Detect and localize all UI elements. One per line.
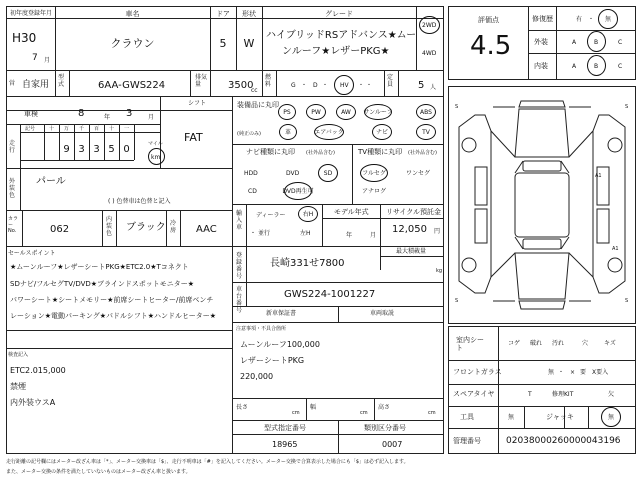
fuel-d: D xyxy=(313,82,318,89)
seat-scorch: コゲ xyxy=(508,340,521,347)
exterior-label: 外装 xyxy=(534,38,548,46)
jack-value: 無 xyxy=(608,414,615,421)
tv-analog: アナログ xyxy=(362,188,387,195)
mileage-label: 走行 xyxy=(9,140,16,154)
mileage-digit: 3 xyxy=(78,144,85,155)
equip-leather: 革 xyxy=(279,124,297,140)
tv-oneseg: ワンセグ xyxy=(406,170,431,177)
nav-sub: (社外品含む) xyxy=(306,150,335,156)
displacement-unit: cc xyxy=(251,87,258,94)
repair-label: 修復歴 xyxy=(532,15,553,23)
spare-kit: 修理KIT xyxy=(552,391,574,398)
mileage-digit: 9 xyxy=(63,144,70,155)
nav-cd: CD xyxy=(248,188,257,195)
unit-5: 一 xyxy=(124,126,130,132)
footer-note-2: また、メーター交換の条件を満たしていないものはメーター改ざん車と扱います。 xyxy=(6,469,191,475)
inspect-notes-line: 禁煙 xyxy=(10,382,26,391)
diagram-side-mark: S xyxy=(625,298,629,304)
inspection-year: 8 xyxy=(78,108,85,119)
reg-use-marker: 営 xyxy=(9,80,16,87)
reg-model: 6AA-GWS224 xyxy=(98,80,166,91)
exterior-c: C xyxy=(618,39,623,46)
car-name-label: 車名 xyxy=(125,10,140,18)
interior-label: 内装 xyxy=(534,62,548,70)
capacity-label: 定員 xyxy=(387,74,394,88)
import-label: 輸入車 xyxy=(236,210,243,231)
sales-line: ★ムーンルーフ★レザーシートPKG★ETC2.0★Tコネクト xyxy=(10,263,189,271)
exterior-a: A xyxy=(572,39,577,46)
mileage-digit: 5 xyxy=(108,144,115,155)
inspect-notes-line: 内外装ウスA xyxy=(10,398,56,407)
mileage-digit: 3 xyxy=(93,144,100,155)
tv-fullseg: フルセグ xyxy=(360,164,388,182)
import-right-h: 右H xyxy=(298,206,318,222)
tools-label: 工具 xyxy=(460,413,474,421)
ac-label: 冷房 xyxy=(170,220,177,234)
width-unit: cm xyxy=(360,410,368,416)
windshield-sep: ・ xyxy=(558,369,565,376)
jack-none-circle xyxy=(601,407,621,427)
spare-label: スペアタイヤ xyxy=(453,390,495,398)
shape: W xyxy=(243,37,255,50)
interior-color-label: 内装色 xyxy=(106,216,113,237)
recycle-label: リサイクル預託金 xyxy=(386,208,442,216)
sales-line: SDナビ/フルセグTV/DVD★ブラインドスポットモニター★ xyxy=(10,280,195,288)
interior-color: ブラック xyxy=(126,222,166,233)
unit-4: 十 xyxy=(109,126,115,132)
color-number-label: カラーNo. xyxy=(8,216,19,234)
mgmt-label: 管理番号 xyxy=(453,437,481,445)
score-value: 4.5 xyxy=(470,31,512,61)
jack-label: ジャッキ xyxy=(546,413,574,421)
length-label: 長さ xyxy=(236,404,249,411)
equip-tv: TV xyxy=(416,124,436,140)
unit-3: 百 xyxy=(94,126,100,132)
diagram-side-mark: S xyxy=(455,298,459,304)
chassis-label: 車台番号 xyxy=(236,286,243,314)
ac-value: AAC xyxy=(196,224,217,235)
first-reg-month: 7 xyxy=(32,53,38,63)
length-unit: cm xyxy=(292,410,300,416)
mileage-sublabel: 記号 xyxy=(25,126,36,132)
door-label: ドア xyxy=(216,10,230,18)
color-note: ( ) 色替車は色替と記入 xyxy=(108,198,171,205)
interior-a: A xyxy=(572,63,577,70)
notes-line: レザーシートPKG xyxy=(240,356,305,365)
color-label: 外装色 xyxy=(9,178,16,199)
reg-model-label: 型式 xyxy=(58,74,65,88)
recycle-unit: 円 xyxy=(434,228,441,235)
shape-label: 形状 xyxy=(242,10,256,18)
diagram-side-mark: S xyxy=(625,104,629,110)
import-dealer: ディーラー xyxy=(256,212,286,219)
tv-label: TV種類に丸印 xyxy=(358,148,403,156)
equip-aw: AW xyxy=(336,104,356,120)
inspect-notes-line: ETC2.015,000 xyxy=(10,366,66,375)
chassis-number: GWS224-1001227 xyxy=(284,289,376,300)
windshield-label: フロントガラス xyxy=(453,368,502,376)
unit-0: 十 xyxy=(49,126,55,132)
equip-pw: PW xyxy=(306,104,326,120)
inspection-year-unit: 年 xyxy=(104,114,111,121)
diagram-a1-rear: A1 xyxy=(612,246,619,252)
max-load-unit: kg xyxy=(436,268,443,274)
equip-abs: ABS xyxy=(416,104,436,120)
reg-number-label: 登録番号 xyxy=(236,252,243,280)
mileage-digit: 0 xyxy=(123,144,130,155)
unit-2: 千 xyxy=(79,126,85,132)
mgmt-number: 02038000260000043196 xyxy=(506,436,621,446)
mile-label: マイル xyxy=(148,141,163,147)
spare-missing: 欠 xyxy=(608,391,615,398)
manual-label: 車両取説 xyxy=(370,310,395,317)
equip-ps: PS xyxy=(278,104,296,120)
width-label: 幅 xyxy=(310,404,317,411)
equipment-sub: (純正のみ) xyxy=(237,131,261,137)
interior-b: B xyxy=(594,63,599,70)
inspection-label: 車検 xyxy=(24,110,38,118)
spare-t: T xyxy=(528,391,532,398)
drive-4wd: 4WD xyxy=(422,50,437,57)
diagram-side-mark: S xyxy=(455,104,459,110)
shift-label: シフト xyxy=(188,100,207,107)
max-load-label: 最大積載量 xyxy=(396,248,427,255)
inspection-month-unit: 月 xyxy=(148,114,155,121)
windshield-extra: X要入 xyxy=(592,369,609,376)
km-label: km xyxy=(151,154,161,161)
car-name: クラウン xyxy=(110,37,155,50)
fuel-g: G xyxy=(291,82,296,89)
equip-navi: ナビ xyxy=(372,124,392,140)
shift-value: FAT xyxy=(184,131,203,144)
nav-label: ナビ種類に丸印 xyxy=(246,148,295,156)
first-reg-month-unit: 月 xyxy=(44,57,51,64)
repair-no: 無 xyxy=(605,16,612,23)
exterior-b-circle xyxy=(587,31,606,52)
seat-hole: 穴 xyxy=(582,340,589,347)
grade-line2: ンルーフ★レザーPKG★ xyxy=(282,46,390,57)
seat-tear: 破れ xyxy=(530,340,543,347)
unit-1: 万 xyxy=(64,126,70,132)
notes-line: 220,000 xyxy=(240,372,274,381)
grade-line1: ハイブリッドRSアドバンス★ムー xyxy=(266,30,417,41)
windshield-need: 要 xyxy=(580,369,587,376)
model-month-unit: 月 xyxy=(370,232,377,239)
seat-scratch: キズ xyxy=(604,340,616,347)
fuel-hv-circle xyxy=(334,75,354,95)
equip-airbag: エアバック xyxy=(314,124,344,140)
import-left-h: 左H xyxy=(300,230,311,237)
score-label: 評価点 xyxy=(478,16,499,24)
fuel-label: 燃料 xyxy=(265,74,272,88)
height-label: 高さ xyxy=(378,404,391,411)
windshield-none: 無 xyxy=(548,369,555,376)
fuel-hv: HV xyxy=(340,82,349,89)
repair-no-circle xyxy=(598,9,618,29)
notes-line: ムーンルーフ100,000 xyxy=(240,340,320,349)
tools-value: 無 xyxy=(508,414,515,421)
seat-stain: 汚れ xyxy=(552,340,565,347)
footer-note-1: 走行距離の記号欄にはメーター改ざん車は「*」、メーター交換車は「$」、走行不明車は「#」を記入してください。メーター交換で合算表示した場合にも「$」は必ず記入します。 xyxy=(6,459,409,465)
car-body-diagram xyxy=(449,87,635,323)
interior-c: C xyxy=(618,63,623,70)
sales-line: レーション★電動パーキング★パドルシフト★ハンドルヒーター★ xyxy=(10,312,217,320)
left-form-frame xyxy=(6,6,444,454)
model-year-unit: 年 xyxy=(346,232,353,239)
reg-use: 自家用 xyxy=(22,80,50,90)
nav-dvd: DVD xyxy=(286,170,300,177)
new-car-warranty-label: 新車保証書 xyxy=(266,310,297,317)
nav-dvd-play: DVD再生可 xyxy=(284,182,312,200)
nav-sd: SD xyxy=(318,164,338,182)
displacement: 3500 xyxy=(228,80,254,91)
type-code-value: 18965 xyxy=(272,440,298,449)
sales-line: パワーシート★シートメモリー★前席シートヒーター/前席ベンチ xyxy=(10,296,214,304)
first-reg-label: 初年度登録年月 xyxy=(10,10,53,17)
grade-label: グレード xyxy=(325,10,353,18)
exterior-b: B xyxy=(594,39,599,46)
sales-label: セールスポイント xyxy=(8,250,56,257)
km-circle xyxy=(148,148,165,165)
displacement-label: 排気量 xyxy=(195,74,208,88)
class-code-label: 類別区分番号 xyxy=(364,424,406,432)
inspect-notes-label: 検査記入 xyxy=(8,352,29,358)
first-reg-year: H30 xyxy=(12,31,37,45)
equipment-label: 装備品に丸印 xyxy=(237,101,279,109)
import-parallel: 並行 xyxy=(258,230,271,237)
diagram-a1-right: A1 xyxy=(595,173,602,179)
interior-b-circle xyxy=(587,55,606,76)
repair-yes: 有 xyxy=(576,16,583,23)
tv-sub: (社外品含む) xyxy=(408,150,437,156)
recycle-value: 12,050 xyxy=(392,224,427,235)
drive-2wd-circle xyxy=(419,16,440,34)
nav-hdd: HDD xyxy=(244,170,258,177)
drive-2wd: 2WD xyxy=(422,22,437,29)
notes-label: 注意事項・不具合箇所 xyxy=(236,326,287,332)
height-unit: cm xyxy=(428,410,436,416)
equip-sunroof: サンルーフ xyxy=(364,104,392,120)
color-value: パール xyxy=(36,176,66,187)
type-code-label: 型式指定番号 xyxy=(264,424,306,432)
capacity-unit: 人 xyxy=(430,84,437,91)
windshield-mark: × xyxy=(570,369,576,376)
color-number: 062 xyxy=(50,224,70,235)
interior-seat-label: 室内シート xyxy=(456,336,484,352)
doors: 5 xyxy=(219,37,227,50)
reg-number: 長崎331せ7800 xyxy=(270,258,345,269)
inspection-month: 3 xyxy=(126,108,133,119)
model-year-label: モデル年式 xyxy=(334,208,369,216)
capacity: 5 xyxy=(418,80,425,91)
class-code-value: 0007 xyxy=(382,440,403,449)
